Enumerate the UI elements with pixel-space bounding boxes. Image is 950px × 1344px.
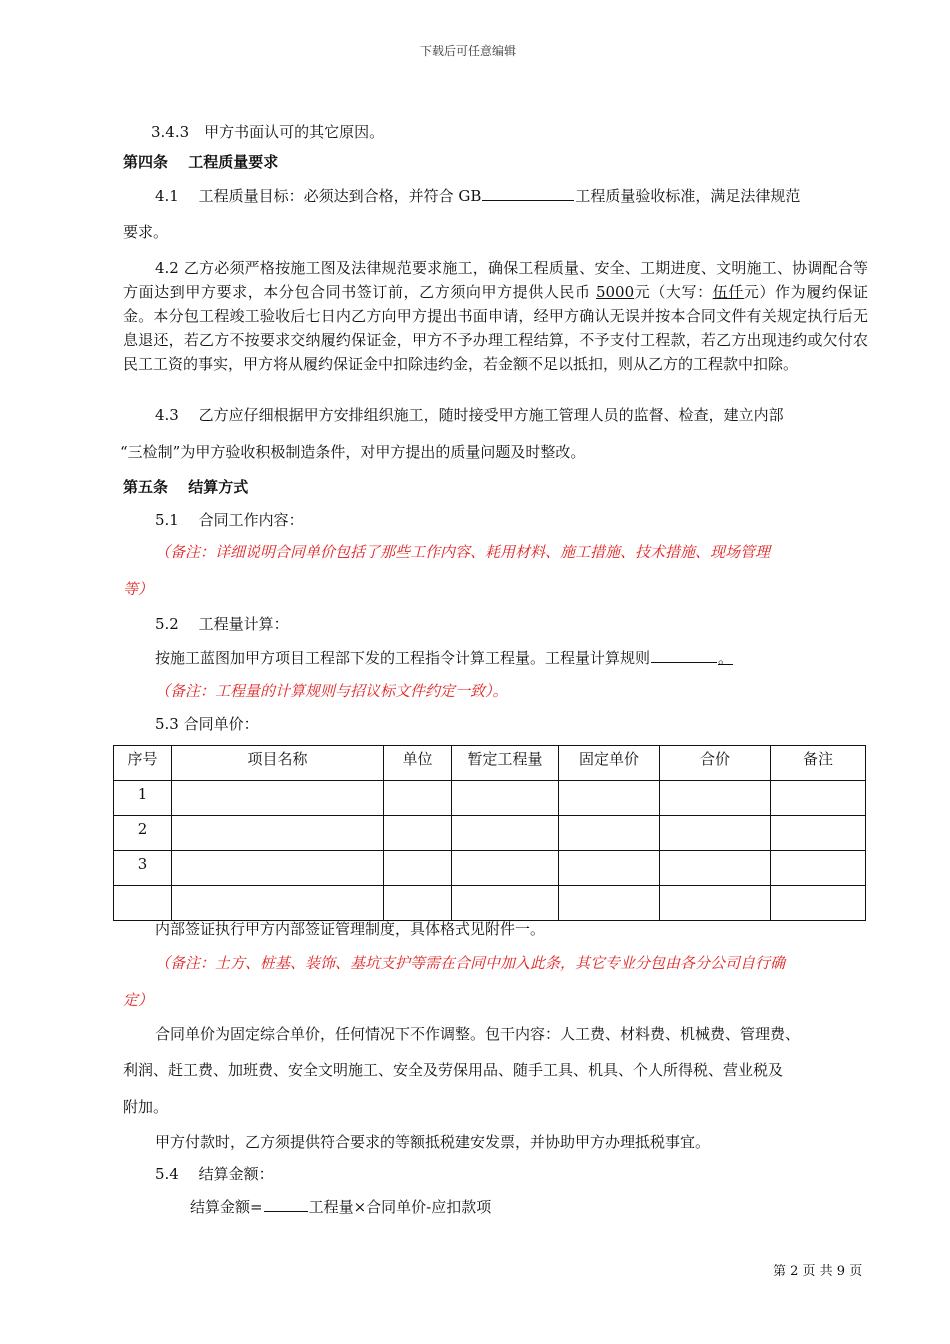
rule-blank — [651, 648, 717, 663]
formula-label: 结算金额= — [190, 1198, 263, 1216]
col-header-price: 固定单价 — [559, 746, 660, 781]
table-cell — [452, 851, 559, 886]
clause-4-2 — [123, 256, 868, 376]
quantity-rule-text: 按施工蓝图加甲方项目工程部下发的工程指令计算工程量。工程量计算规则 — [155, 649, 651, 667]
table-cell: 3 — [114, 851, 172, 886]
col-header-remark: 备注 — [771, 746, 866, 781]
clause-4-2-text-b: 元（大写： — [634, 283, 713, 301]
table-cell — [172, 781, 384, 816]
clause-4-3-line1: 4.3 乙方应仔细根据甲方安排组织施工，随时接受甲方施工管理人员的监督、检查，建立内部 — [155, 406, 784, 424]
formula-blank — [264, 1197, 308, 1212]
unit-price-table — [113, 745, 866, 921]
settlement-formula — [190, 1197, 491, 1217]
table-cell — [172, 851, 384, 886]
page-number: 第 2 页 共 9 页 — [773, 1264, 863, 1279]
table-cell — [771, 886, 866, 921]
deposit-amount: 5000 — [595, 283, 635, 301]
col-header-unit: 单位 — [384, 746, 452, 781]
clause-5-2: 5.2 工程量计算： — [155, 615, 289, 633]
col-header-total: 合价 — [660, 746, 771, 781]
unit-price-line3: 附加。 — [123, 1098, 169, 1116]
table-cell — [559, 886, 660, 921]
col-header-no: 序号 — [114, 746, 172, 781]
article-5-title: 第五条 结算方式 — [123, 478, 249, 496]
internal-visa-text: 内部签证执行甲方内部签证管理制度，具体格式见附件一。 — [155, 920, 546, 938]
table-cell: 2 — [114, 816, 172, 851]
note-work-content-line2: 等） — [123, 580, 154, 598]
table-cell — [452, 886, 559, 921]
clause-4-1-text-a: 4.1 工程质量目标：必须达到合格，并符合 GB — [155, 187, 482, 205]
article-4-title: 第四条 工程质量要求 — [123, 153, 279, 171]
table-cell — [384, 851, 452, 886]
clause-4-2-text-c: 元）作为履约保证金。本分包工程竣工验收后七日内乙方向甲方提出书面申请，经甲方确认无误并按本合同文件有关规定执行后无息退还，若乙方不按要求交纳履约保证金，甲方不予办理工程结算，不予支付工程款，若乙方出现违约或欠付农民工工资的事实，甲方将从履约保证金中扣除违约金，若金额不足以抵扣，则从乙方的工程款中扣除。 — [123, 283, 868, 373]
table-cell — [559, 781, 660, 816]
clause-3-4-3: 3.4.3 甲方书面认可的其它原因。 — [151, 123, 385, 141]
header-note: 下载后可任意编辑 — [420, 44, 517, 58]
invoice-text: 甲方付款时，乙方须提供符合要求的等额抵税建安发票，并协助甲方办理抵税事宜。 — [155, 1133, 711, 1151]
table-cell — [172, 886, 384, 921]
table-row — [114, 851, 866, 886]
table-cell — [384, 816, 452, 851]
clause-4-3-line2: “三检制”为甲方验收积极制造条件，对甲方提出的质量问题及时整改。 — [120, 443, 586, 461]
clause-4-1-text-b: 工程质量验收标准，满足法律规范 — [575, 187, 801, 205]
quantity-rule-end: 。 — [718, 649, 734, 667]
table-cell — [384, 781, 452, 816]
table-cell — [660, 816, 771, 851]
table-row — [114, 886, 866, 921]
clause-5-4: 5.4 结算金额： — [155, 1165, 274, 1183]
table-cell — [559, 851, 660, 886]
clause-4-2-text-a: 4.2 乙方必须严格按施工图及法律规范要求施工，确保工程质量、安全、工期进度、文明施工、协调配合等方面达到甲方要求，本分包合同书签订前，乙方须向甲方提供人民币 — [123, 259, 868, 301]
note-work-content-line1: （备注：详细说明合同单价包括了那些工作内容、耗用材料、施工措施、技术措施、现场管理 — [155, 543, 771, 561]
table-cell — [172, 816, 384, 851]
table-cell — [452, 781, 559, 816]
table-cell — [660, 886, 771, 921]
unit-price-line1: 合同单价为固定综合单价，任何情况下不作调整。包干内容：人工费、材料费、机械费、管理费、 — [155, 1025, 801, 1043]
clause-4-1-line1 — [155, 186, 800, 206]
clause-5-1: 5.1 合同工作内容： — [155, 511, 304, 529]
clause-4-1-line2: 要求。 — [123, 223, 169, 241]
table-cell — [559, 816, 660, 851]
table-cell: 1 — [114, 781, 172, 816]
table-cell — [660, 851, 771, 886]
table-header-row — [114, 746, 866, 781]
quantity-rule-line — [155, 648, 733, 668]
table-row — [114, 781, 866, 816]
table-cell — [384, 886, 452, 921]
table-cell — [771, 851, 866, 886]
col-header-qty: 暂定工程量 — [452, 746, 559, 781]
table-cell — [660, 781, 771, 816]
note-extra-clause-line2: 定） — [123, 991, 154, 1009]
unit-price-line2: 利润、赶工费、加班费、安全文明施工、安全及劳保用品、随手工具、机具、个人所得税、营业税及 — [123, 1061, 784, 1079]
col-header-item: 项目名称 — [172, 746, 384, 781]
formula-text: 工程量×合同单价-应扣款项 — [308, 1198, 492, 1216]
table-row — [114, 816, 866, 851]
note-quantity-rule: （备注：工程量的计算规则与招议标文件约定一致）。 — [155, 682, 508, 700]
gb-blank — [482, 186, 574, 201]
note-extra-clause-line1: （备注：土方、桩基、装饰、基坑支护等需在合同中加入此条，其它专业分包由各分公司自行确 — [155, 954, 786, 972]
table-cell — [452, 816, 559, 851]
clause-5-3: 5.3 合同单价： — [155, 715, 259, 733]
table-cell — [771, 816, 866, 851]
table-cell — [771, 781, 866, 816]
deposit-amount-cn: 伍仟 — [712, 283, 744, 301]
table-cell — [114, 886, 172, 921]
